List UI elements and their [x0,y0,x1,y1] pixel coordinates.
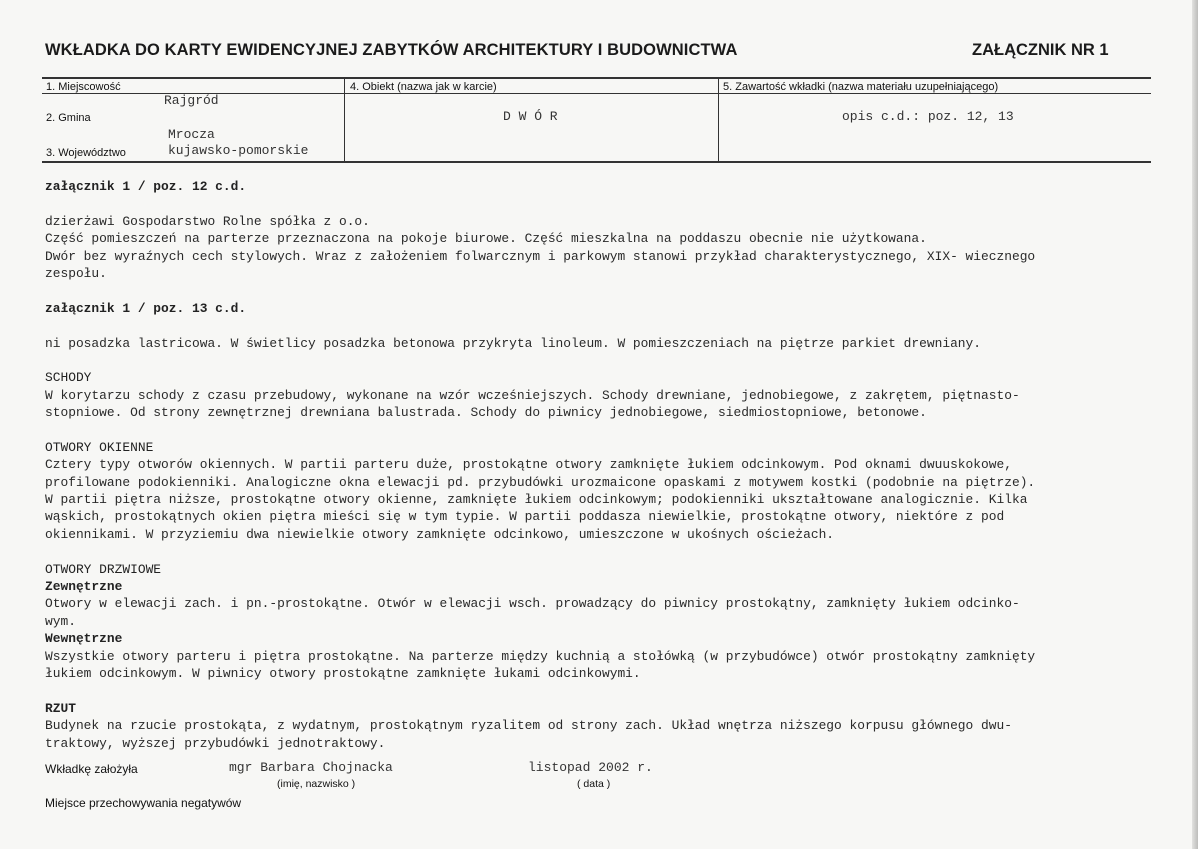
form-row-line-3 [719,93,1151,94]
body-line: Część pomieszczeń na parterze przeznaczona na pokoje biurowe. Część mieszkalna na poddaszu obecnie nie użytkowana. [45,231,927,247]
date-caption: ( data ) [577,778,611,790]
section-heading: załącznik 1 / poz. 13 c.d. [45,300,247,316]
section-heading: RZUT [45,700,76,716]
body-line: profilowane podokienniki. Analogiczne okna elewacji pd. przybudówki urozmaicone opaskami z motywem kostki (podobnie na piętrze). [45,474,1036,490]
section-heading: SCHODY [45,370,92,386]
subsection-heading: Wewnętrzne [45,631,123,647]
body-line: wąskich, prostokątnych okien piętra mieści się w tym typie. W partii poddasza niewielkie, prostokątne otwory, niektóre z pod [45,509,1005,525]
subsection-heading: Zewnętrzne [45,578,123,594]
field-zawartosc-value: opis c.d.: poz. 12, 13 [842,109,1014,124]
body-line: Dwór bez wyraźnych cech stylowych. Wraz z założeniem folwarcznym i parkowym stanowi przykład charakterystycznego, XIX- wiecznego [45,248,1036,264]
body-line: łukiem odcinkowym. W piwnicy otwory prostokątne zamknięte łukami odcinkowymi. [45,665,641,681]
form-bottom-rule [42,161,1151,163]
field-miejscowosc-value: Rajgród [164,93,219,108]
prepared-by-label: Wkładkę założyła [45,762,138,776]
prepared-date: listopad 2002 r. [528,760,653,775]
section-heading: OTWORY OKIENNE [45,439,154,455]
field-wojewodztwo-label: 3. Województwo [46,147,126,159]
annex-number: ZAŁĄCZNIK NR 1 [972,41,1109,59]
body-line: wym. [45,613,76,629]
body-line: stopniowe. Od strony zewnętrznej drewniana balustrada. Schody do piwnicy jednobiegowe, siedmiostopniowe, betonowe. [45,405,927,421]
section-heading: OTWORY DRZWIOWE [45,561,162,577]
document-title: WKŁADKA DO KARTY EWIDENCYJNEJ ZABYTKÓW ARCHITEKTURY I BUDOWNICTWA [45,41,738,59]
spacer [45,195,1145,212]
spacer [45,682,1145,699]
form-row-line-2 [345,93,718,94]
body-line: dzierżawi Gospodarstwo Rolne spółka z o.o. [45,213,370,229]
spacer [45,317,1145,334]
body-line: Otwory w elewacji zach. i pn.-prostokątne. Otwór w elewacji wsch. prowadzący do piwnicy prostokątny, zamknięty łukiem odcinko- [45,596,1020,612]
field-miejscowosc-label: 1. Miejscowość [46,81,121,93]
negatives-storage-label: Miejsce przechowywania negatywów [45,796,242,810]
author-caption: (imię, nazwisko ) [277,778,356,790]
spacer [45,282,1145,299]
page-edge [1192,0,1198,849]
section-heading: załącznik 1 / poz. 12 c.d. [45,179,247,194]
body-line: traktowy, wyższej przybudówki jednotraktowy. [45,735,386,751]
form-top-rule [42,77,1151,79]
field-zawartosc-label: 5. Zawartość wkładki (nazwa materiału uzupełniającego) [723,81,999,93]
field-obiekt-label: 4. Obiekt (nazwa jak w karcie) [350,81,497,93]
author-name: mgr Barbara Chojnacka [229,760,393,775]
body-line: Wszystkie otwory parteru i piętra prostokątne. Na parterze między kuchnią a stołówką (w przybudówce) otwór prostokątny zamknięty [45,648,1036,664]
body-line: zespołu. [45,265,107,281]
body-line: ni posadzka lastricowa. W świetlicy posadzka betonowa przykryta linoleum. W pomieszczeniach na piętrze parkiet drewniany. [45,335,982,351]
field-wojewodztwo-value: kujawsko-pomorskie [168,143,309,158]
field-obiekt-value: D W Ó R [503,109,558,124]
field-gmina-label: 2. Gmina [46,112,91,124]
body-line: Budynek na rzucie prostokąta, z wydatnym, prostokątnym ryzalitem od strony zach. Układ wnętrza niższego korpusu głównego dwu- [45,718,1012,734]
field-gmina-value: Mrocza [168,127,215,142]
spacer [45,421,1145,438]
spacer [45,543,1145,560]
form-divider-1 [344,78,345,161]
body-line: W partii piętra niższe, prostokątne otwory okienne, zamknięte łukiem odcinkowym; podokienniki ukształtowane analogicznie. Kilka [45,492,1028,508]
document-body [45,178,1145,752]
spacer [45,352,1145,369]
body-line: W korytarzu schody z czasu przebudowy, wykonane na wzór wcześniejszych. Schody drewniane, jednobiegowe, z zakrętem, piętnasto- [45,387,1020,403]
body-line: Cztery typy otworów okiennych. W partii parteru duże, prostokątne otwory zamknięte łukiem odcinkowym. Pod oknami dwuuskokowe, [45,457,1012,473]
body-line: okiennikami. W przyziemiu dwa niewielkie otwory zamknięte odcinkowo, umieszczone w ukośnych ościeżach. [45,526,835,542]
form-divider-2 [718,78,719,161]
